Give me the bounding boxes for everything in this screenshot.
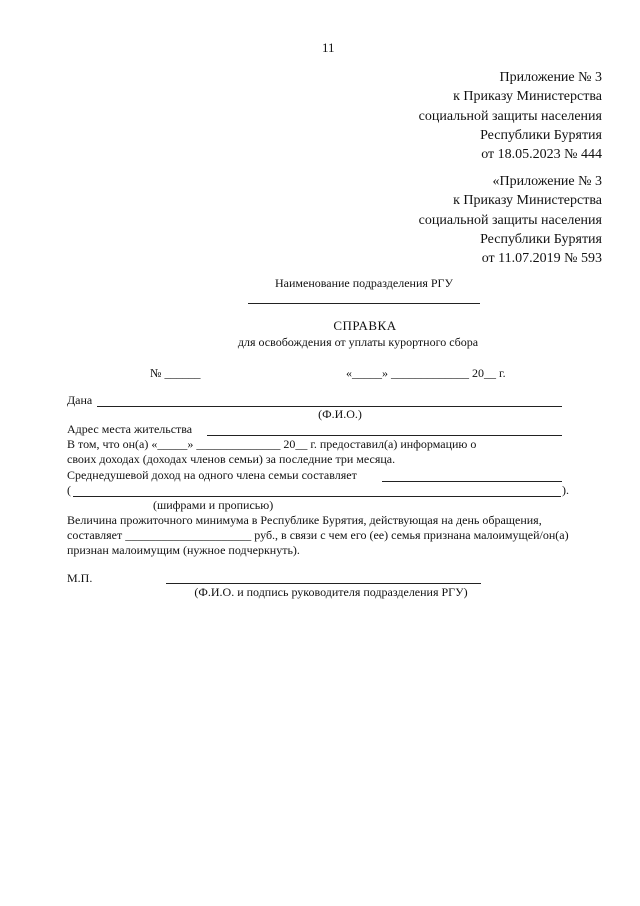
appendix-line: социальной защиты населения <box>418 108 602 124</box>
unit-name-label: Наименование подразделения РГУ <box>274 276 453 290</box>
provided-info-line1: В том, что он(а) «_____» ______________ 20__ г. предоставил(а) информацию о <box>67 437 477 451</box>
signature-caption: (Ф.И.О. и подпись руководителя подразделения РГУ) <box>194 585 468 599</box>
appendix-line: Республики Бурятия <box>480 127 602 143</box>
appendix-line: «Приложение № 3 <box>492 174 602 189</box>
amount-line <box>73 496 561 497</box>
amount-paren-close: ). <box>562 483 569 497</box>
document-subtitle: для освобождения от уплаты курортного сбора <box>237 335 479 349</box>
unit-name-line <box>248 303 480 304</box>
living-wage-line3: признан малоимущим (нужное подчеркнуть). <box>67 543 300 557</box>
amount-caption: (шифрами и прописью) <box>153 498 274 512</box>
certificate-number: № ______ <box>150 366 201 380</box>
appendix-block-previous <box>342 172 602 268</box>
document-title: СПРАВКА <box>333 318 397 333</box>
signature-line <box>166 583 481 584</box>
amount-paren-open: ( <box>67 483 71 497</box>
issued-to-label: Дана <box>67 393 93 407</box>
address-label: Адрес места жительства <box>67 422 193 436</box>
income-line <box>382 481 562 482</box>
appendix-line: от 11.07.2019 № 593 <box>481 251 602 267</box>
appendix-line: Приложение № 3 <box>499 70 602 85</box>
appendix-line: к Приказу Министерства <box>453 89 602 105</box>
appendix-line: Республики Бурятия <box>480 231 602 247</box>
provided-info-line2: своих доходах (доходах членов семьи) за последние три месяца. <box>67 452 396 466</box>
stamp-label: М.П. <box>67 571 93 585</box>
appendix-line: социальной защиты населения <box>418 212 602 228</box>
income-label: Среднедушевой доход на одного члена семьи составляет <box>67 468 357 482</box>
appendix-line: к Приказу Министерства <box>453 193 602 209</box>
living-wage-line2: составляет _____________________ руб., в связи с чем его (ее) семья признана малоимущей/он(а) <box>67 528 569 542</box>
fio-caption: (Ф.И.О.) <box>318 407 362 421</box>
appendix-block-current <box>342 68 602 164</box>
page-number: 11 <box>322 40 335 55</box>
address-line <box>207 435 562 436</box>
appendix-line: от 18.05.2023 № 444 <box>481 147 602 163</box>
certificate-date: «_____» _____________ 20__ г. <box>346 366 506 380</box>
living-wage-line1: Величина прожиточного минимума в Республике Бурятия, действующая на день обращения, <box>67 513 542 527</box>
